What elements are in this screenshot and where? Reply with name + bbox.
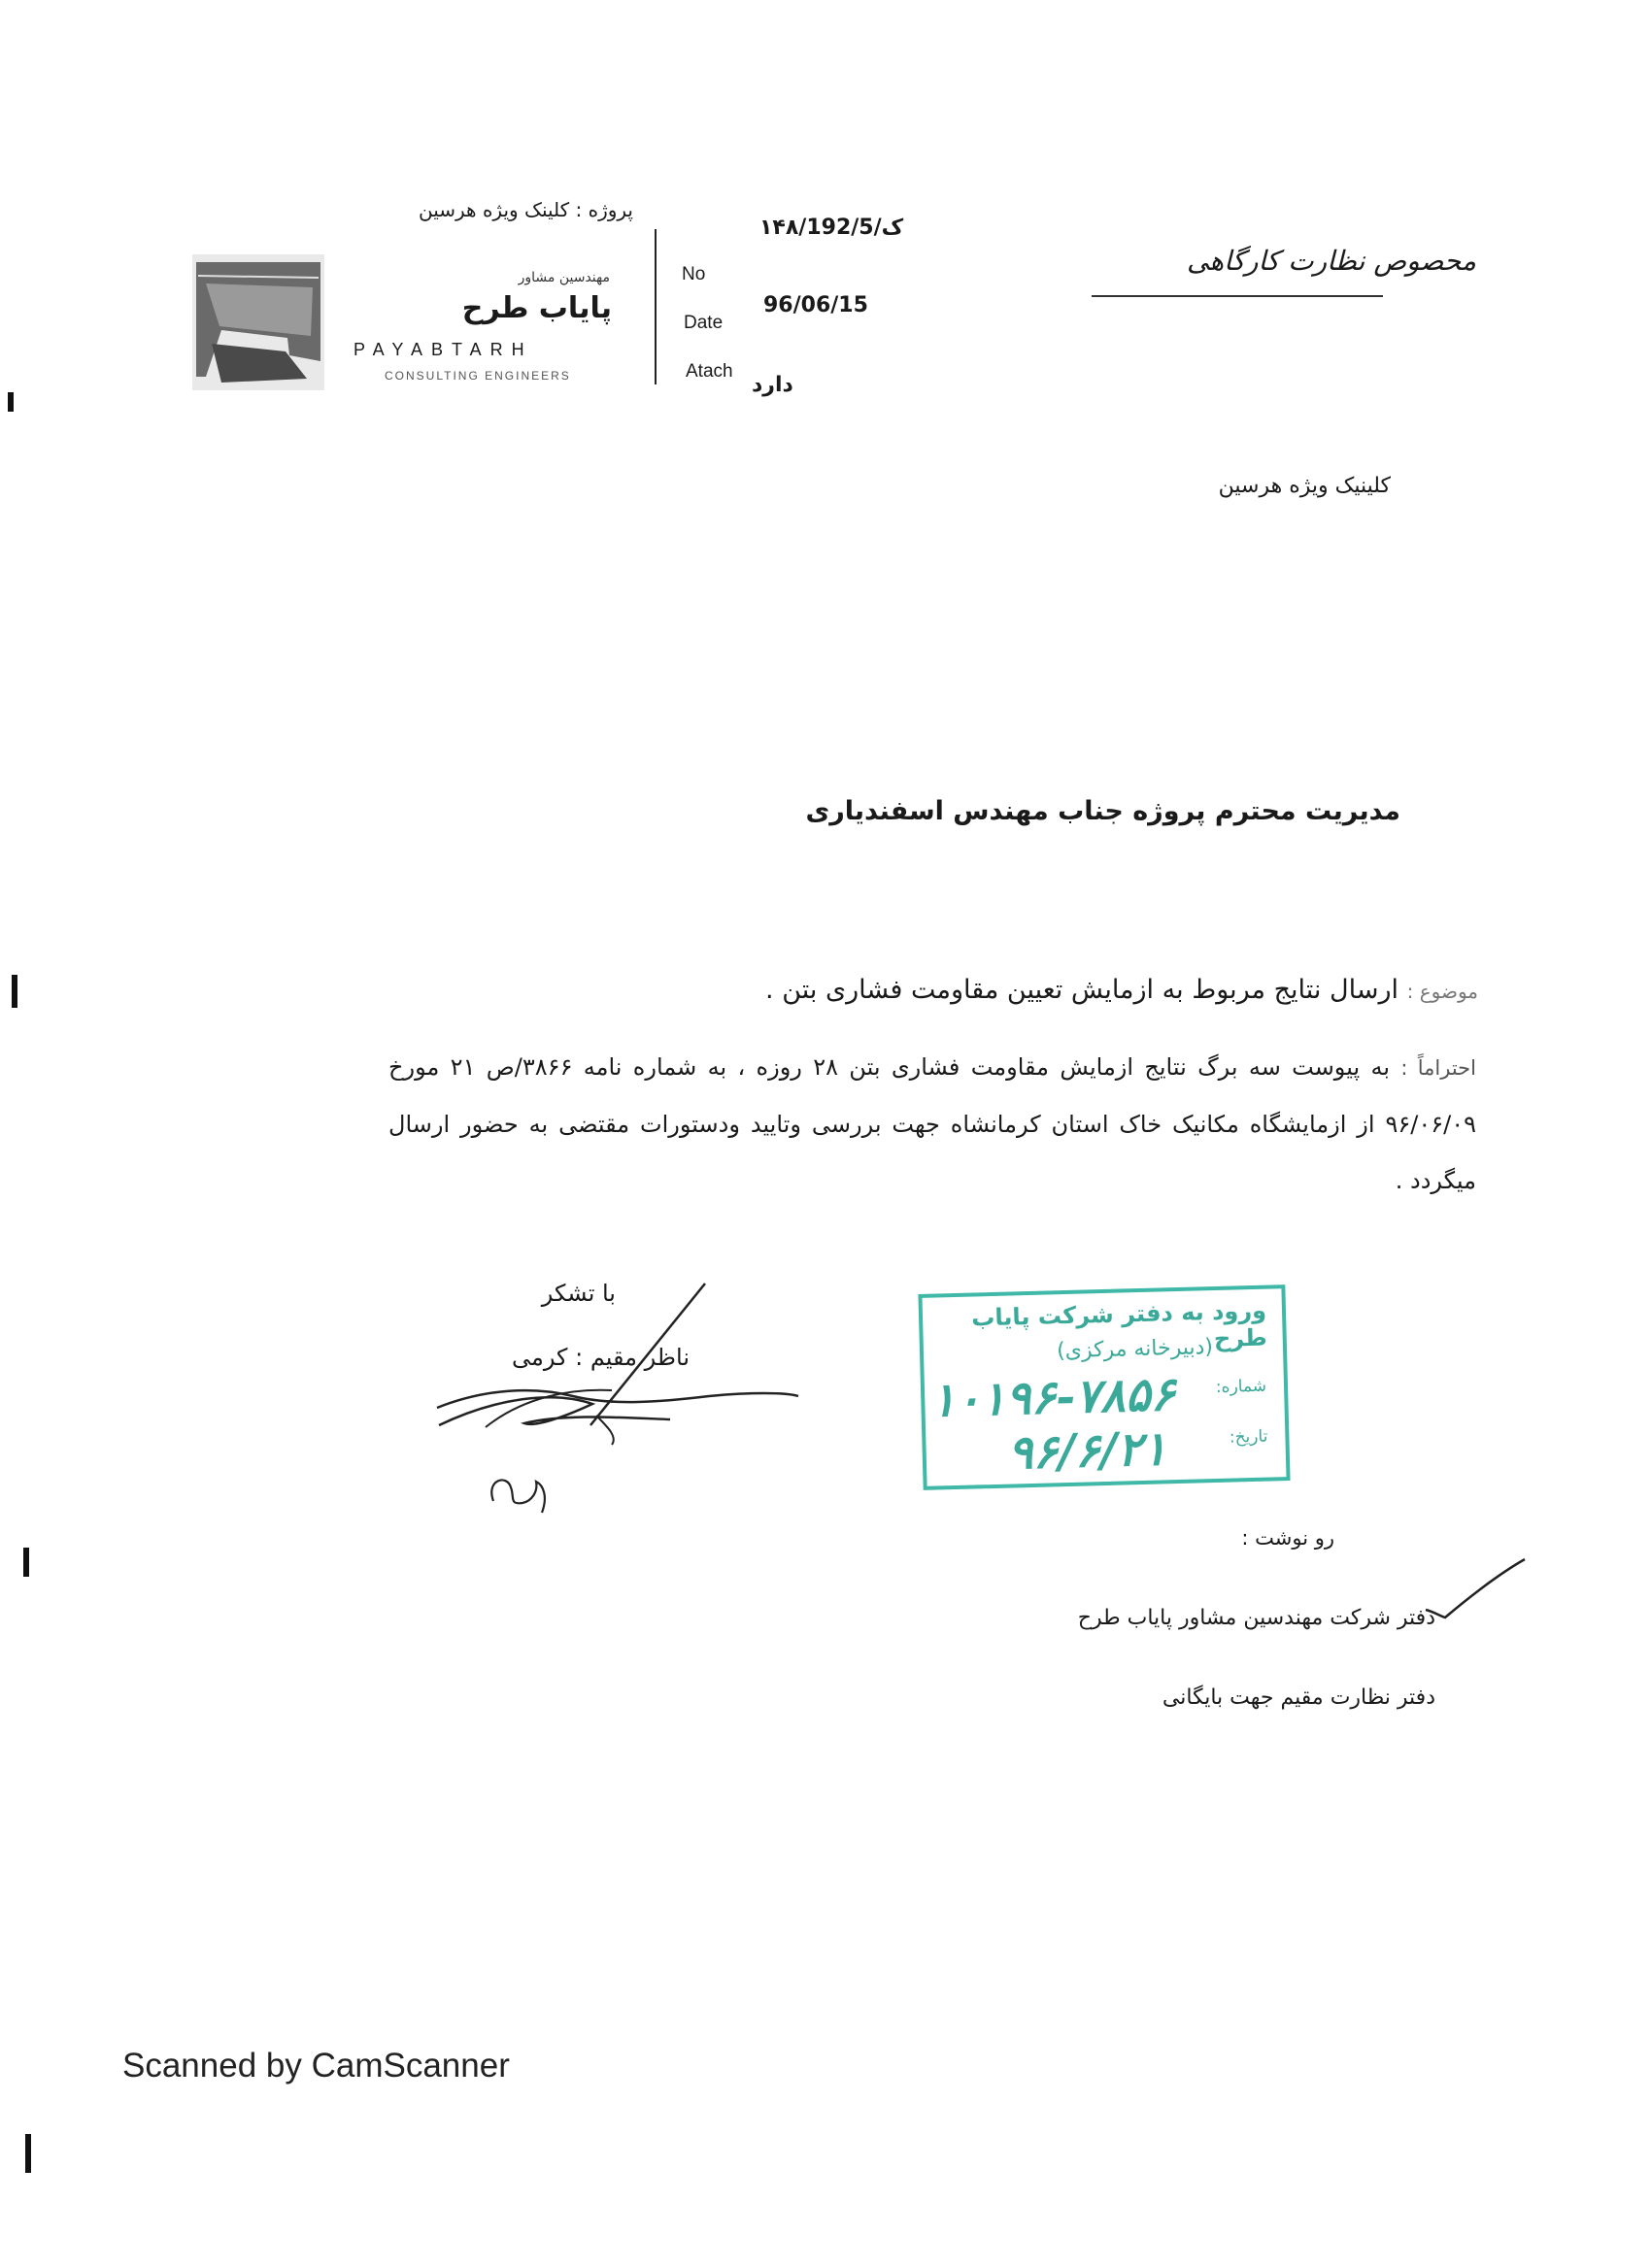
logo-name-en: PAYABTARH: [354, 340, 533, 359]
scan-mark: [23, 1548, 29, 1577]
subject-line: [765, 975, 1478, 1005]
logo-name-fa: پایاب طرح: [461, 291, 612, 325]
scanner-watermark: Scanned by CamScanner: [122, 2047, 510, 2085]
closing-thanks: با تشکر: [541, 1280, 616, 1307]
paragraph-text: به پیوست سه برگ نتایج ازمایش مقاومت فشاری بتن ۲۸ روزه ، به شماره نامه ۳۸۶۶/ص ۲۱ مورخ ۹۶/۰۶/۰۹ از ازمایشگاه مکانیک خاک استان کرمانشاه جهت بررسی وتایید ودستورات مقتضی به حضور ارسال میگردد .: [388, 1053, 1476, 1194]
body-paragraph: [388, 1039, 1476, 1209]
recipient-organization: کلینیک ویژه هرسین: [1218, 474, 1391, 498]
cc-heading: رو نوشت :: [1241, 1526, 1334, 1550]
no-label: No: [682, 264, 706, 284]
logo-subtitle: مهندسین مشاور: [518, 270, 610, 285]
greeting: احتراماً :: [1400, 1056, 1476, 1080]
letter-date: 96/06/15: [763, 293, 868, 317]
project-line: پروژه : کلینک ویژه هرسین: [418, 198, 633, 221]
cc-item: دفتر نظارت مقیم جهت بایگانی: [1162, 1685, 1435, 1710]
title-underline: [1092, 295, 1383, 297]
addressee: مدیریت محترم پروژه جناب مهندس اسفندیاری: [805, 796, 1400, 826]
stamp-line1: ورود به دفتر شرکت پایاب طرح: [970, 1296, 1268, 1353]
letter-attachment: دارد: [752, 373, 793, 397]
stamp-number-label: شماره:: [1215, 1376, 1267, 1397]
logo-tagline: CONSULTING ENGINEERS: [385, 369, 571, 383]
cc-item: دفتر شرکت مهندسین مشاور پایاب طرح: [1077, 1606, 1435, 1630]
stamp-line2: (دبیرخانه مرکزی): [1056, 1335, 1214, 1364]
subject-label: موضوع :: [1406, 980, 1478, 1003]
date-label: Date: [684, 313, 724, 333]
stamp-date-value: ۹۶/۶/۲۱: [1007, 1421, 1168, 1481]
scan-mark: [25, 2134, 31, 2173]
stamp-date-label: تاریخ:: [1229, 1426, 1268, 1448]
scan-mark: [8, 392, 14, 412]
department-title: محصوص نظارت کارگاهی: [1187, 245, 1476, 277]
reference-divider: [655, 229, 657, 384]
signature: [427, 1282, 816, 1528]
company-logo: [192, 254, 324, 390]
registry-stamp: [918, 1284, 1290, 1490]
cc-checkmark: [1424, 1553, 1531, 1625]
stamp-number-value: ۱۰۱۹۶-۷۸۵۶: [929, 1367, 1176, 1428]
supervisor-name: ناظر مقیم : کرمی: [511, 1344, 690, 1371]
letter-number: ۱۴۸/ک/192/5: [759, 216, 904, 240]
subject-text: ارسال نتایج مربوط به ازمایش تعیین مقاومت فشاری بتن .: [765, 975, 1399, 1005]
attach-label: Atach: [686, 361, 733, 382]
scan-mark: [12, 975, 17, 1008]
